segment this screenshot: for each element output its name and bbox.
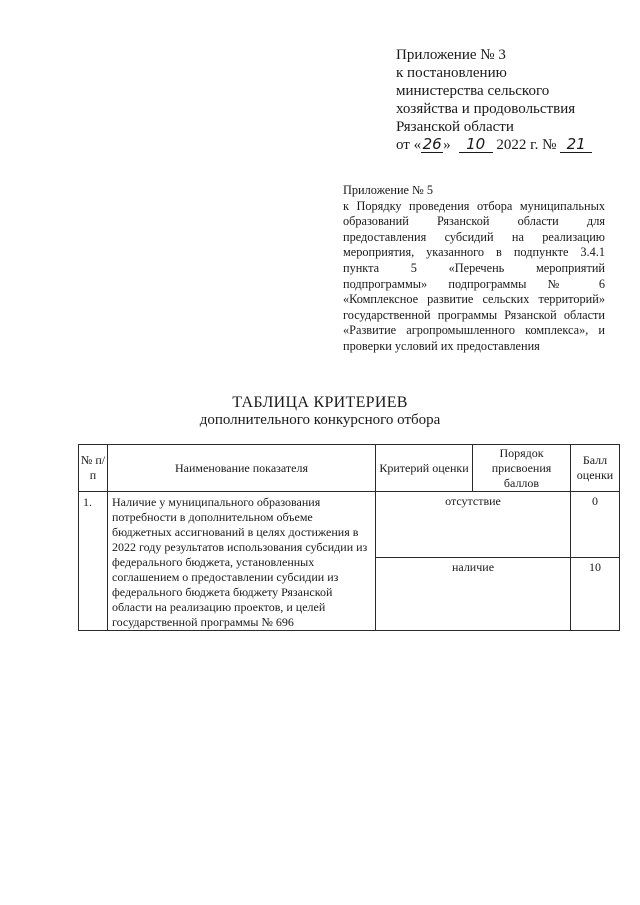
header-score: Балл оценки — [571, 445, 620, 492]
table-subtitle: дополнительного конкурсного отбора — [199, 412, 441, 428]
appendix-3-date-line — [396, 136, 632, 154]
row-number: 1. — [79, 492, 108, 631]
table-title: ТАБЛИЦА КРИТЕРИЕВ — [232, 394, 408, 411]
header-criterion: Критерий оценки — [376, 445, 473, 492]
criterion-value: отсутствие — [376, 492, 571, 558]
appendix-5-title: Приложение № 5 — [343, 183, 434, 197]
date-year: 2022 г. № — [496, 137, 557, 153]
appendix-3-block — [396, 46, 632, 154]
appendix-5-block — [343, 183, 605, 355]
score-value: 0 — [571, 492, 620, 558]
criteria-table — [78, 444, 620, 631]
header-number: № п/п — [79, 445, 108, 492]
criterion-value: наличие — [376, 558, 571, 631]
header-name: Наименование показателя — [108, 445, 376, 492]
appendix-3-line: хозяйства и продовольствия — [396, 101, 576, 117]
appendix-3-line: министерства сельского — [396, 83, 550, 99]
handwritten-day: 26 — [422, 135, 442, 153]
handwritten-doc-number: 21 — [560, 137, 592, 153]
score-value: 10 — [571, 558, 620, 631]
indicator-name: Наличие у муниципального образования потребности в дополнительном объеме бюджетных ассигнований в целях достижения в 2022 году результатов использования субсидии из федерального бюджета, установленных соглашением о предоставлении субсидии из федерального бюджета бюджету Рязанской области на реализацию проектов, и целей государственной программы № 696 — [108, 492, 376, 631]
header-order: Порядок присвоения баллов — [473, 445, 571, 492]
appendix-5-body: к Порядку проведения отбора муниципальных образований Рязанской области для предоставления субсидий на реализацию мероприятия, указанного в подпункте 3.4.1 пункта 5 «Перечень мероприятий подпрограммы» подпрограммы № 6 «Комплексное развитие сельских территорий» государственной программы Рязанской области «Развитие агропромышленного комплекса», и проверки условий их предоставления — [343, 198, 605, 353]
appendix-3-title: Приложение № 3 — [396, 47, 506, 63]
table-header-row — [79, 445, 620, 492]
appendix-3-line: Рязанской области — [396, 119, 514, 135]
handwritten-month: 10 — [459, 137, 493, 153]
date-mid: » — [443, 137, 451, 153]
table-row — [79, 492, 620, 558]
appendix-3-line: к постановлению — [396, 65, 507, 81]
date-prefix: от « — [396, 137, 422, 153]
